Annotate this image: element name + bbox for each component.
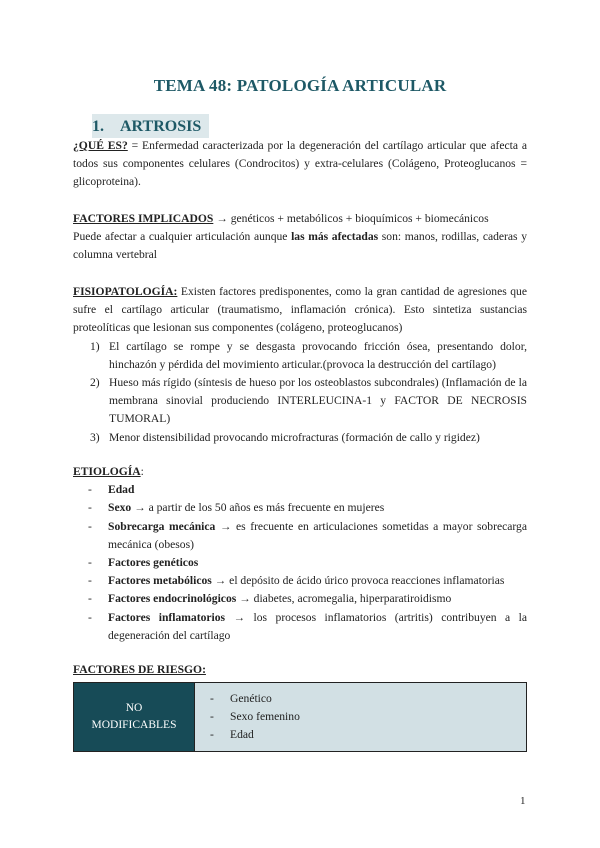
riesgo-heading <box>73 661 527 679</box>
item-text: Menor distensibilidad provocando microfracturas (formación de callo y rigidez) <box>109 430 480 444</box>
item-text: → diabetes, acromegalia, hiperparatiroidismo <box>236 592 452 606</box>
item-bold: Factores metabólicos <box>108 574 212 588</box>
list-item: - Sobrecarga mecánica → es frecuente en articulaciones sometidas a mayor sobrecarga mecánica (obesos) <box>88 519 527 551</box>
list-item: - Factores metabólicos → el depósito de ácido úrico provoca reacciones inflamatorias <box>88 574 505 588</box>
item-text: El cartílago se rompe y se desgasta provocando fricción ósea, presentando dolor, hinchazón y pérdida del movimiento articular.(provoca la destrucción del cartílago) <box>109 339 527 371</box>
item-text: → a partir de los 50 años es más frecuente en mujeres <box>131 501 385 515</box>
fisio-list <box>73 338 527 447</box>
factores-paragraph <box>73 210 527 265</box>
item-number: 3) <box>90 430 100 444</box>
list-item: - Factores inflamatorios → los procesos inflamatorios (artritis) contribuyen a la degeneración del cartílago <box>88 610 527 642</box>
fisiopatologia-section <box>73 283 527 447</box>
no-modificables-cell <box>74 683 195 752</box>
list-item: - Factores endocrinológicos → diabetes, acromegalia, hiperparatiroidismo <box>88 592 452 606</box>
item-number: 2) <box>90 376 100 390</box>
etiologia-section <box>73 463 527 645</box>
item-text: Sexo femenino <box>230 710 300 723</box>
list-item: - Edad <box>210 728 254 741</box>
item-text: Genético <box>230 692 272 705</box>
factores-line2-end: son: manos, rodillas, caderas y columna vertebral <box>73 230 527 262</box>
row-label: MODIFICABLES <box>91 719 177 731</box>
risk-items-cell <box>195 683 527 752</box>
que-es-label: ¿QUÉ ES? <box>73 139 128 152</box>
section-heading <box>92 114 209 138</box>
item-text: → los procesos inflamatorios (artritis) contribuyen a la degeneración del cartílago <box>108 610 527 642</box>
factores-label: FACTORES IMPLICADOS <box>73 212 214 225</box>
list-item: - Sexo → a partir de los 50 años es más frecuente en mujeres <box>88 501 385 515</box>
item-number: 1) <box>90 339 100 353</box>
list-item <box>73 374 527 429</box>
section-title: ARTROSIS <box>120 118 202 135</box>
que-es-text: = Enfermedad caracterizada por la degeneración del cartílago articular que afecta a todos sus componentes celulares (Condrocitos) y extra-celulares (Colágeno, Proteoglucanos = glicoproteina). <box>73 139 527 189</box>
factores-bold: las más afectadas <box>291 230 379 244</box>
item-text: Edad <box>230 728 254 741</box>
etiologia-colon: : <box>140 465 144 478</box>
item-bold: Sexo <box>108 501 132 515</box>
item-text: → es frecuente en articulaciones sometidas a mayor sobrecarga mecánica (obesos) <box>108 519 527 551</box>
etiologia-list <box>73 481 527 645</box>
item-bold: Factores inflamatorios <box>108 610 226 624</box>
item-bold: Factores genéticos <box>108 556 199 570</box>
fisio-text: Existen factores predisponentes, como la gran cantidad de agresiones que sufre el cartílago articular (traumatismo, inflamación crónica). Esto sintetiza sustancias proteolíticas que lesionan sus componentes (colágeno, proteoglucanos) <box>73 285 527 335</box>
que-es-paragraph <box>73 137 527 192</box>
list-item <box>73 338 527 374</box>
riesgo-label: FACTORES DE RIESGO: <box>73 663 206 676</box>
item-bold: Sobrecarga mecánica <box>108 519 216 533</box>
item-text: Hueso más rígido (síntesis de hueso por los osteoblastos subcondrales) (Inflamación de la membrana sinovial produciendo INTERLEUCINA-1 y FACTOR DE NECROSIS TUMORAL) <box>109 376 527 426</box>
row-label: NO <box>125 702 143 714</box>
risk-factors-table <box>73 682 527 752</box>
list-item: - Edad <box>88 483 135 497</box>
page-title: TEMA 48: PATOLOGÍA ARTICULAR <box>153 76 447 95</box>
etiologia-label: ETIOLOGÍA <box>73 465 141 478</box>
fisio-label: FISIOPATOLOGÍA: <box>73 285 178 298</box>
item-text: → el depósito de ácido úrico provoca reacciones inflamatorias <box>211 574 505 588</box>
list-item: - Genético <box>210 692 272 705</box>
page-number: 1 <box>520 795 526 807</box>
list-item: - Factores genéticos <box>88 556 199 570</box>
list-item <box>73 429 527 447</box>
item-bold: Edad <box>108 483 135 497</box>
factores-text: → genéticos + metabólicos + bioquímicos + biomecánicos <box>213 212 489 225</box>
item-bold: Factores endocrinológicos <box>108 592 237 606</box>
list-item: - Sexo femenino <box>210 710 300 723</box>
section-number: 1. <box>92 118 104 135</box>
factores-line2: Puede afectar a cualquier articulación aunque <box>73 230 292 244</box>
